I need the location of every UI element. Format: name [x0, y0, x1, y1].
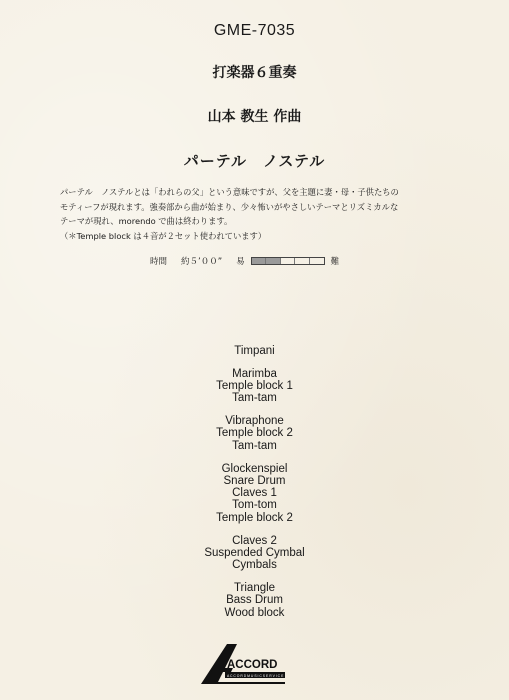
- instrument-name: Tam-tam: [232, 439, 277, 452]
- instrument-name: Temple block 2: [216, 511, 293, 524]
- description-line: パーテル ノステルとは「われらの父」という意味ですが、父を主題に妻・母・子供たちの: [60, 187, 399, 197]
- instrument-name: Glockenspiel: [221, 462, 288, 475]
- difficulty-segment: [252, 258, 267, 264]
- hard-label: 難: [330, 257, 340, 267]
- duration-value: 約５’００”: [181, 257, 223, 267]
- instrument-name: Cymbals: [232, 559, 277, 572]
- instrument-group: [0, 535, 509, 572]
- instrument-name: Tom-tom: [232, 499, 277, 512]
- composer-credit: 山本 教生 作曲: [207, 109, 302, 125]
- instrument-name: Temple block 1: [216, 380, 293, 393]
- description-line: テーマが現れ、morendo で曲は終わります。: [60, 216, 233, 226]
- instrument-name: Suspended Cymbal: [204, 546, 305, 559]
- instrument-name: Snare Drum: [223, 474, 286, 487]
- instrument-name: Temple block 2: [216, 427, 293, 440]
- instrument-name: Tam-tam: [232, 392, 277, 405]
- duration-difficulty-row: [150, 255, 339, 267]
- easy-label: 易: [236, 257, 245, 267]
- instrument-group: [0, 368, 509, 405]
- difficulty-segment: [310, 258, 324, 264]
- instrument-name: Wood block: [224, 606, 285, 619]
- svg-text:A C C O R D M U S I C S E R: A C C O R D M U S I C S E R V I C E: [227, 674, 284, 678]
- difficulty-bar: [251, 257, 325, 265]
- svg-text:ACCORD: ACCORD: [227, 659, 278, 671]
- catalog-code: GME-7035: [213, 22, 296, 39]
- instrument-name: Vibraphone: [225, 415, 284, 428]
- instrument-group: [0, 582, 509, 619]
- difficulty-segment: [281, 258, 296, 264]
- accord-logo: [197, 638, 287, 688]
- instrument-group: [0, 415, 509, 452]
- description-line: （＊Temple block は４音が２セット使われています）: [60, 230, 267, 241]
- instrument-name: Marimba: [232, 367, 277, 380]
- instrument-name: Bass Drum: [226, 594, 283, 607]
- difficulty-segment: [295, 258, 310, 264]
- description: [60, 185, 440, 243]
- instrument-name: Claves 2: [232, 534, 277, 547]
- instrument-list: [0, 345, 509, 629]
- ensemble-subtitle: 打楽器６重奏: [212, 65, 297, 81]
- instrument-name: Triangle: [233, 581, 276, 594]
- instrument-name: Claves 1: [232, 487, 277, 500]
- piece-title: パーテル ノステル: [183, 152, 326, 170]
- time-label: 時間: [150, 257, 168, 267]
- instrument-group: [0, 463, 509, 524]
- instrument-group: [0, 345, 509, 357]
- difficulty-segment: [266, 258, 281, 264]
- description-line: モティーフが現れます。強奏部から曲が始まり、少々怖いがやさしいテーマとリズミカルな: [60, 201, 399, 212]
- instrument-name: Timpani: [234, 345, 275, 357]
